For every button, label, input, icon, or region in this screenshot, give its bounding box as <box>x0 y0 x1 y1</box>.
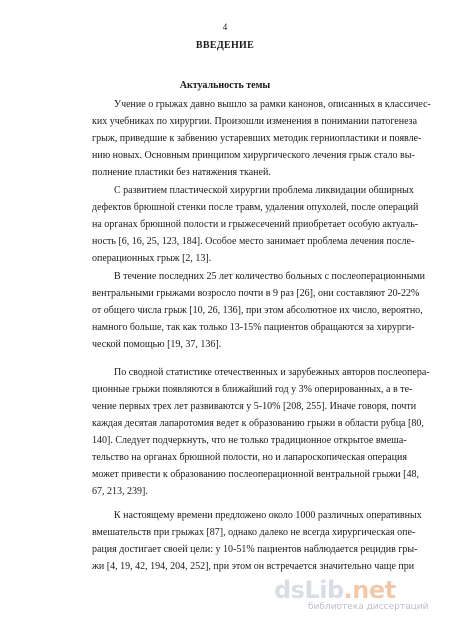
text-line: от общего числа грыж [10, 26, 136], при этом абсолютное их число, вероятно, <box>92 305 423 316</box>
text-line: ность [6, 16, 25, 123, 184]. Особое место занимает проблема лечения после- <box>92 236 415 247</box>
watermark-brand <box>274 576 396 604</box>
text-line: рация достигает своей цели: у 10-51% пациентов наблюдается рецидив гры- <box>92 544 418 555</box>
text-line: 140]. Следует подчеркнуть, что не только традиционное открытое вмеша- <box>92 435 407 446</box>
text-line: полнение пластики без натяжения тканей. <box>92 167 271 178</box>
text-line: 67, 213, 239]. <box>92 486 148 497</box>
watermark-brand-accent: .net <box>343 576 396 604</box>
text-line: ких учебниках по хирургии. Произошли изменения в понимании патогенеза <box>92 116 418 127</box>
text-line: Учение о грыжах давно вышло за рамки канонов, описанных в классичес- <box>114 99 431 110</box>
text-line: нию новых. Основным принципом хирургического лечения грыж стало вы- <box>92 150 415 161</box>
text-line: вмешательств при грыжах [87], однако далеко не всегда хирургическая опе- <box>92 527 416 538</box>
text-line: По сводной статистике отечественных и зарубежных авторов послеопера- <box>114 367 430 378</box>
text-line: ционные грыжи появляются в ближайший год у 3% оперированных, а в те- <box>92 384 413 395</box>
text-line: намного больше, так как только 13-15% пациентов обращаются за хирурги- <box>92 322 415 333</box>
text-line: вентральными грыжами возросло почти в 9 раз [26], они составляют 20-22% <box>92 288 420 299</box>
section-title: ВВЕДЕНИЕ <box>195 40 255 51</box>
text-line: грыж, приведшие к забвению устаревших методик герниопластики и появле- <box>92 133 422 144</box>
text-line: жи [4, 19, 42, 194, 204, 252], при этом он встречается значительно чаще при <box>92 561 415 572</box>
text-line: чение первых трех лет развиваются у 5-10% [208, 255]. Иначе говоря, почти <box>92 401 417 412</box>
watermark-subtitle: библиотека диссертаций <box>308 602 429 612</box>
page-number: 4 <box>222 22 228 32</box>
text-line: В течение последних 25 лет количество больных с послеоперационными <box>114 271 426 282</box>
text-line: дефектов брюшной стенки после травм, удаления опухолей, после операций <box>92 202 419 213</box>
text-line: может привести к образованию послеоперационной вентральной грыжи [48, <box>92 469 419 480</box>
watermark-brand-main: dsLib <box>274 576 344 604</box>
subsection-title: Актуальность темы <box>179 80 271 91</box>
text-line: тельство на органах брюшной полости, но и лапароскопическая операция <box>92 452 407 463</box>
text-line: каждая десятая лапаротомия ведет к образованию грыжи в области рубца [80, <box>92 418 424 429</box>
text-line: операционных грыж [2, 13]. <box>92 253 212 264</box>
text-line: К настоящему времени предложено около 1000 различных оперативных <box>114 510 422 521</box>
text-line: на органах брюшной полости и грыжесечений приобретает особую актуаль- <box>92 219 419 230</box>
text-line: ческой помощью [19, 37, 136]. <box>92 339 222 350</box>
watermark-logo <box>272 574 442 614</box>
text-line: С развитием пластической хирургии проблема ликвидации обширных <box>114 185 414 196</box>
